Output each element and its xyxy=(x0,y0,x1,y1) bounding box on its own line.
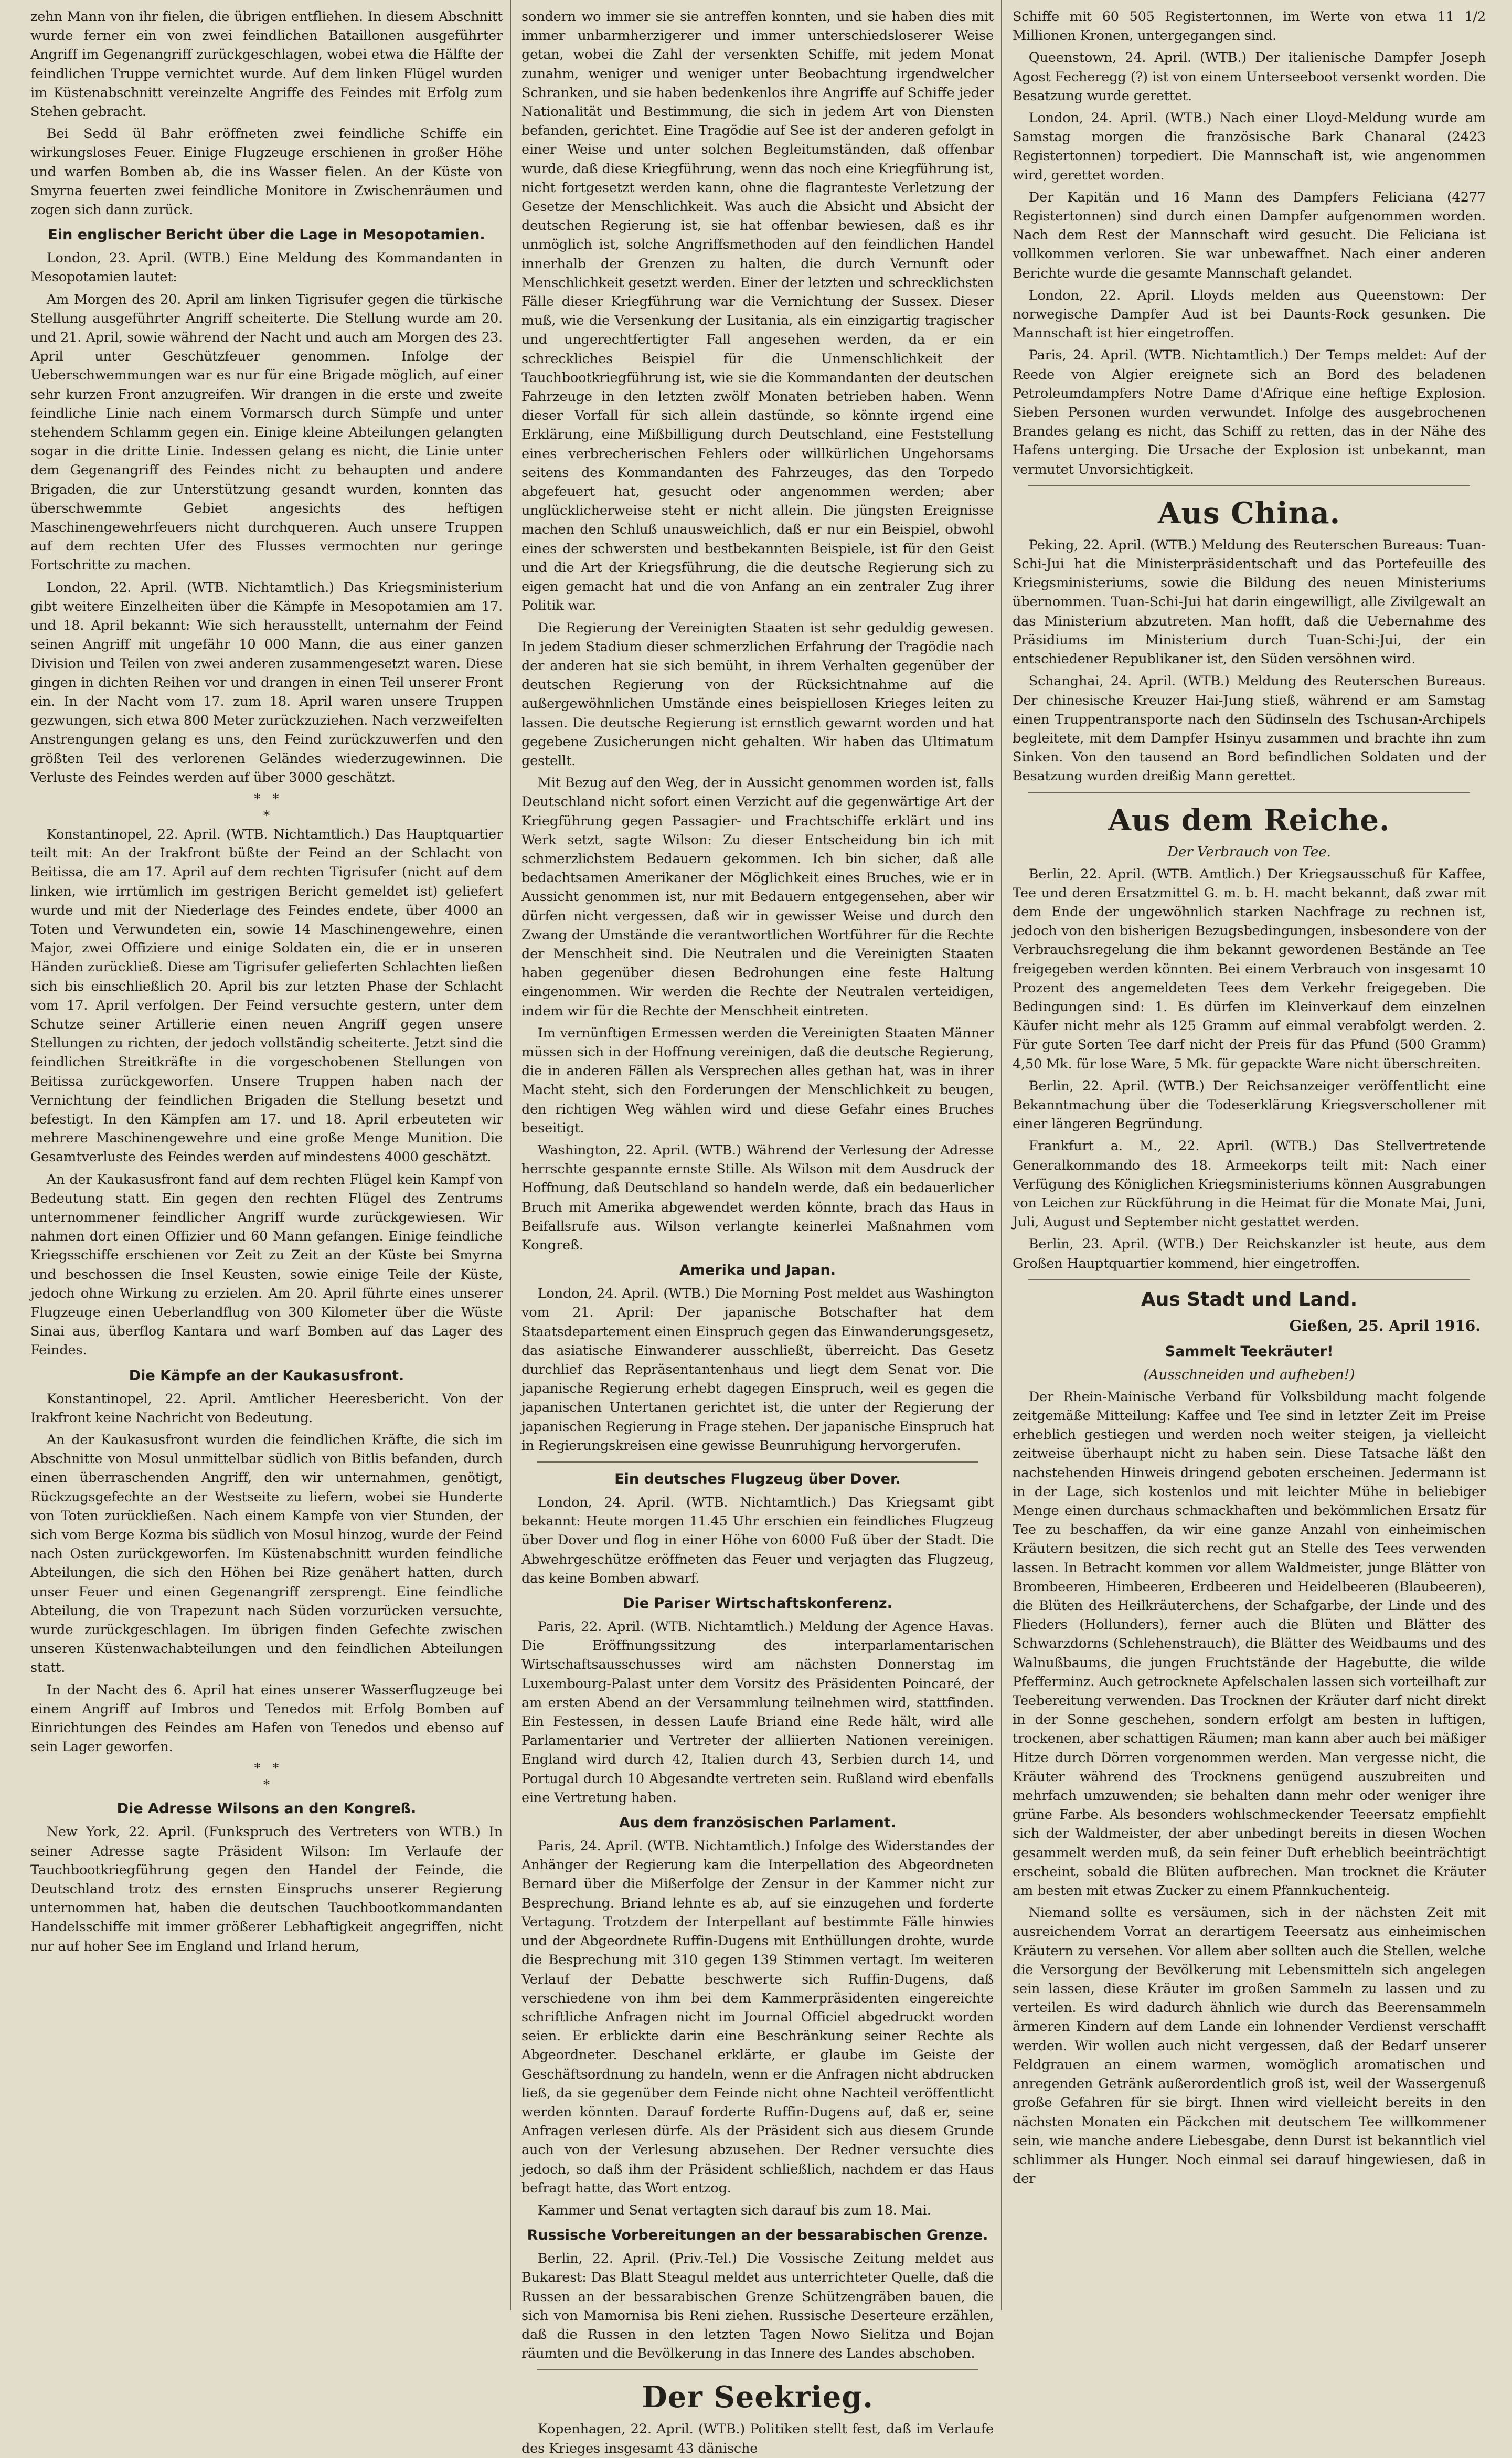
column-1 xyxy=(23,0,511,2310)
section-heading: Aus China. xyxy=(1157,495,1341,531)
section-heading: Aus dem Reiche. xyxy=(1108,802,1390,838)
article-text: Kammer und Senat vertagten sich darauf bis zum 18. Mai. xyxy=(537,2202,931,2218)
column-2 xyxy=(514,0,1002,2456)
article-text: Berlin, 22. April. (WTB.) Der Reichsanzeiger veröffentlicht eine Bekanntmachung über die Todeserklärung Kriegsverschollener mit einer längeren Begründung. xyxy=(1013,1078,1486,1132)
article-text: Der Rhein-Mainische Verband für Volksbildung macht folgende zeitgemäße Mitteilung: Kaffee und Tee sind in letzter Zeit im Preise erheblich gestiegen und werden noch weiter steigen, ja vielleicht zeitweise überhaupt nicht zu haben sein. Diese Tatsache läßt den nachstehenden Hinweis dringend geboten erscheinen. Jedermann ist in der Lage, sich kostenlos und mit leichter Mühe in beliebiger Menge einen durchaus schmackhaften und bekömmlichen Ersatz für Tee zu beschaffen, da wir eine ganze Anzahl von einheimischen Kräutern besitzen, die sich recht gut an Stelle des Tees verwenden lassen. In Betracht kommen vor allem Waldmeister, junge Blätter von Brombeeren, Himbeeren, Erdbeeren und Heidelbeeren (Blaubeeren), die Blüten des Heilkräuterchens, der Schafgarbe, der Linde und des Flieders (Hollunders), ferner auch die Blüten und Blätter des Schwarzdorns (Schlehenstrauch), die Blätter des Weidbaums und des Walnußbaums, die jungen Fruchtstände der Hagebutte, die wilde Pfefferminz. Auch getrocknete Apfelschalen lassen sich vorteilhaft zur Teebereitung verwenden. Das Trocknen der Kräuter darf nicht direkt in der Sonne geschehen, sondern erfolgt am besten in luftigen, trockenen, aber schattigen Räumen; man kann aber auch bei mäßiger Hitze durch Dörren vorgenommen werden. Man vergesse nicht, die Kräuter während des Trocknens genügend auszubreiten und mehrfach umzuwenden; sie behalten dann mehr oder weniger ihre grüne Farbe. Als besonders wohlschmeckender Teeersatz empfiehlt sich der Waldmeister, der aber unbedingt bereits in diesen Wochen gesammelt werden muß, da sein feiner Duft erheblich beeinträchtigt erscheint, sobald die Blüten aufbrechen. Man trocknet die Kräuter am besten mit etwas Zucker zu einem Pfannkuchenteig. xyxy=(1013,1389,1486,1899)
article-text: Paris, 22. April. (WTB. Nichtamtlich.) Meldung der Agence Havas. Die Eröffnungssitzung des interparlamentarischen Wirtschaftsausschusses wird am nächsten Donnerstag im Luxembourg-Palast unter dem Vorsitz des Präsidenten Poincaré, der am ersten Abend an der Versammlung teilnehmen wird, stattfinden. Ein Festessen, in dessen Laufe Briand eine Rede hält, wird alle Parlamentarier und Vertreter der alliierten Nationen vereinigen. England wird durch 42, Italien durch 43, Serbien durch 14, und Portugal durch 10 Abgesandte vertreten sein. Rußland wird ebenfalls eine Vertretung haben. xyxy=(521,1619,994,1806)
article-text: Berlin, 22. April. (Priv.-Tel.) Die Vossische Zeitung meldet aus Bukarest: Das Blatt Steagul meldet aus unterrichteter Quelle, daß die Russen an der bessarabischen Grenze Schützengräben bauen, die sich von Mamornisa bis Reni ziehen. Russische Deserteure erzählen, daß die Russen in den letzten Tagen Nowo Sielitza und Bojan räumten und die Bevölkerung in das Innere des Landes abschoben. xyxy=(521,2251,994,2362)
article-text: London, 24. April. (WTB. Nichtamtlich.) Das Kriegsamt gibt bekannt: Heute morgen 11.45 Uhr erschien ein feindliches Flugzeug über Dover und flog in einer Höhe von 6000 Fuß über der Stadt. Die Abwehrgeschütze eröffneten das Feuer und verjagten das Flugzeug, das keine Bomben abwarf. xyxy=(521,1495,994,1586)
article-text: Berlin, 22. April. (WTB. Amtlich.) Der Kriegsausschuß für Kaffee, Tee und deren Ersatzmittel G. m. b. H. macht bekannt, daß zwar mit dem Ende der ungewöhnlich starken Nachfrage zu rechnen ist, jedoch von den bisherigen Bezugsbedingungen, insbesondere von der Verbrauchsregelung die ihm bekannt gewordenen Bestände an Tee freigegeben werden könnten. Bei einem Verbrauch von insgesamt 10 Prozent des angemeldeten Tees dem Verkehr freigegeben. Die Bedingungen sind: 1. Es dürfen im Kleinverkauf dem einzelnen Käufer nicht mehr als 125 Gramm auf einmal verabfolgt werden. 2. Für gute Sorten Tee darf nicht der Preis für das Pfund (500 Gramm) 4,50 Mk. für lose Ware, 5 Mk. für gepackte Ware nicht überschreiten. xyxy=(1013,866,1486,1072)
article-heading: Die Adresse Wilsons an den Kongreß. xyxy=(116,1800,417,1817)
divider-rule xyxy=(537,1461,978,1463)
article-text: London, 23. April. (WTB.) Eine Meldung des Kommandanten in Mesopotamien lautet: xyxy=(30,250,503,285)
article-text: Paris, 24. April. (WTB. Nichtamtlich.) Infolge des Widerstandes der Anhänger der Regierung kam die Interpellation des Abgeordneten Bernard über die Mißerfolge der Zensur in der Kammer nicht zur Besprechung. Briand lehnte es ab, auf sie einzugehen und forderte Vertagung. Trotzdem der Interpellant auf bestimmte Fälle hinwies und der Abgeordnete Ruffin-Dugens mit Enthüllungen drohte, wurde die Besprechung mit 310 gegen 139 Stimmen vertagt. Im weiteren Verlauf der Debatte beschwerte sich Ruffin-Dugens, daß verschiedene von ihm bei dem Kammerpräsidenten eingereichte schriftliche Anfragen nicht im Journal Officiel abgedruckt worden seien. Er erblickte darin eine Beschränkung seiner Rechte als Abgeordneter. Deschanel erklärte, er glaube im Geiste der Geschäftsordnung zu handeln, wenn er die Anfragen nicht abdrucken ließ, da sie gegenüber dem Feinde nicht ohne Nachteil veröffentlicht werden könnten. Darauf forderte Ruffin-Dugens auf, daß er, seine Anfragen verlesen dürfe. Als der Präsident sich aus diesem Grunde auch von der Verlesung abzusehen. Der Redner versuchte dies jedoch, so daß ihm der Präsident schließlich, nachdem er das Haus befragt hatte, das Wort entzog. xyxy=(521,1838,994,2196)
article-text: Niemand sollte es versäumen, sich in der nächsten Zeit mit ausreichendem Vorrat an derartigem Teeersatz aus einheimischen Kräutern zu versehen. Vor allem aber sollten auch die Stellen, welche die Versorgung der Bevölkerung mit Lebensmitteln sich angelegen sein lassen, diese Kräuter im großen Sammeln zu lassen und zu verteilen. Es wird dadurch ähnlich wie durch das Beerensammeln ärmeren Kindern auf dem Lande ein lohnender Verdienst verschafft werden. Wir wollen auch nicht vergessen, daß der Bedarf unserer Feldgrauen an einem warmen, womöglich aromatischen und anregenden Getränk außerordentlich groß ist, weil der Wassergenuß große Gefahren für sie birgt. Ihnen wird vielleicht bereits in den nächsten Monaten ein Päckchen mit deutschem Tee willkommener sein, wie manche andere Liebesgabe, denn Durst ist bekanntlich viel schlimmer als Hunger. Noch einmal sei darauf hingewiesen, daß in der xyxy=(1013,1905,1486,2187)
sub-heading: (Ausschneiden und aufheben!) xyxy=(1143,1366,1355,1383)
article-text: An der Kaukasusfront fand auf dem rechten Flügel kein Kampf von Bedeutung statt. Ein gegen den rechten Flügel des Zentrums unternommener feindlicher Angriff wurde zurückgewiesen. Wir nahmen dort einen Offizier und 60 Mann gefangen. Einige feindliche Kriegsschiffe erschienen vor Zeit zu Zeit an der Küste bei Smyrna und beschossen die Insel Keusten, sowie einige Teile der Küste, jedoch ohne Wirkung zu erzielen. Am 20. April führte eines unserer Flugzeuge einen Ueberlandflug von 300 Kilometer über die Wüste Sinai aus, überflog Kantara und warf Bomben auf das Lager des Feindes. xyxy=(30,1171,503,1359)
article-text: zehn Mann von ihr fielen, die übrigen entfliehen. In diesem Abschnitt wurde ferner ein von zwei feindlichen Bataillonen ausgeführter Angriff im Gegenangriff zurückgeschlagen, wobei etwa die Hälfte der feindlichen Truppe vernichtet wurde. Auf dem linken Flügel wurden im Küstenabschnitt vereinzelte Angriffe des Feindes mit Erfolg zum Stehen gebracht. xyxy=(30,9,503,120)
article-heading: Ein englischer Bericht über die Lage in Mesopotamien. xyxy=(48,227,485,243)
article-text: Schiffe mit 60 505 Registertonnen, im Werte von etwa 11 1/2 Millionen Kronen, untergegangen sind. xyxy=(1013,9,1486,44)
article-text: Washington, 22. April. (WTB.) Während der Verlesung der Adresse herrschte gespannte ernste Stille. Als Wilson mit dem Ausdruck der Hoffnung, daß Deutschland so handeln werde, daß ein bedauerlicher Bruch mit Amerika abgewendet werden könnte, brach das Haus in Beifallsrufe aus. Wilson verlangte keinerlei Maßnahmen vom Kongreß. xyxy=(521,1142,994,1253)
article-text: Im vernünftigen Ermessen werden die Vereinigten Staaten Männer müssen sich in der Hoffnung vereinigen, daß die deutsche Regierung, die in anderen Fällen als Versprechen alles gethan hat, was in ihrer Macht steht, sich den Forderungen der Menschlichkeit zu beugen, den richtigen Weg wählen wird und diese Gefahr eines Bruches beseitigt. xyxy=(521,1025,994,1136)
article-text: Der Kapitän und 16 Mann des Dampfers Feliciana (4277 Registertonnen) sind durch einen Dampfer aufgenommen worden. Nach dem Rest der Mannschaft wird gesucht. Die Feliciana ist vollkommen verloren. Sie war unbewaffnet. Nach einer anderen Berichte wurde die gesamte Mannschaft gelandet. xyxy=(1013,189,1486,281)
article-heading: Aus dem französischen Parlament. xyxy=(619,1815,896,1831)
article-text: In der Nacht des 6. April hat eines unserer Wasserflugzeuge bei einem Angriff auf Imbros und Tenedos mit Erfolg Bomben auf Einrichtungen des Feindes am Hafen von Tenedos und ebenso auf sein Lager geworfen. xyxy=(30,1682,503,1755)
divider-rule xyxy=(537,2369,978,2370)
article-heading: Die Kämpfe an der Kaukasusfront. xyxy=(129,1367,404,1384)
article-text: Schanghai, 24. April. (WTB.) Meldung des Reuterschen Bureaus. Der chinesische Kreuzer Hai-Jung stieß, während er am Samstag einen Truppentransporte nach den Südinseln des Tschusan-Archipels begleitete, mit dem Dampfer Hsinyu zusammen und brachte ihn zum Sinken. Von den tausend an Bord befindlichen Soldaten und der Besatzung wurden dreißig Mann gerettet. xyxy=(1013,673,1486,785)
dateline: Gießen, 25. April 1916. xyxy=(1289,1317,1481,1334)
article-text: Frankfurt a. M., 22. April. (WTB.) Das Stellvertretende Generalkommando des 18. Armeekorps teilt mit: Nach einer Verfügung des Königlichen Kriegsministeriums können Ausgrabungen von Leichen zur Rückführung in die Heimat für die Monate Mai, Juni, Juli, August und September nicht gestattet werden. xyxy=(1013,1138,1486,1231)
column-3 xyxy=(1005,0,1493,2310)
article-text: Berlin, 23. April. (WTB.) Der Reichskanzler ist heute, aus dem Großen Hauptquartier kommend, hier eingetroffen. xyxy=(1013,1236,1486,1272)
article-heading: Russische Vorbereitungen an der bessarabischen Grenze. xyxy=(527,2227,988,2244)
article-text: Peking, 22. April. (WTB.) Meldung des Reuterschen Bureaus: Tuan-Schi-Jui hat die Ministerpräsidentschaft und das Portefeuille des Kriegsministeriums, sowie die Bildung des neuen Ministeriums übernommen. Tuan-Schi-Jui hat darin eingewilligt, alle Zivilgewalt an das Ministerium abzutreten. Man hofft, daß die Uebernahme des Präsidiums im Ministerium durch Tuan-Schi-Jui, der ein entschiedener Republikaner ist, den Süden versöhnen wird. xyxy=(1013,537,1486,668)
article-text: London, 22. April. Lloyds melden aus Queenstown: Der norwegische Dampfer Aud ist bei Daunts-Rock gesunken. Die Mannschaft ist hier eingetroffen. xyxy=(1013,287,1486,342)
section-heading: Der Seekrieg. xyxy=(642,2380,874,2415)
article-text: Bei Sedd ül Bahr eröffneten zwei feindliche Schiffe ein wirkungsloses Feuer. Einige Flugzeuge erschienen in großer Höhe und warfen Bomben ab, die ins Wasser fielen. An der Küste von Smyrna feuerten zwei feindliche Monitore in Zwischenräumen und zogen sich dann zurück. xyxy=(30,126,503,218)
article-text: An der Kaukasusfront wurden die feindlichen Kräfte, die sich im Abschnitte von Mosul unmittelbar südlich von Bitlis befanden, durch einen überraschenden Angriff, den wir unternahmen, genötigt, Rückzugsgefechte an der Westseite zu liefern, wobei sie Hunderte von Toten zurückließen. Nach einem Kampfe von vier Stunden, der sich vom Berge Kozma bis südlich von Mosul hinzog, wurde der Feind nach Osten zurückgeworfen. Im Küstenabschnitt wurden feindliche Abteilungen, die sich den Höhen bei Rize genähert hatten, durch unser Feuer und einen Gegenangriff zersprengt. Eine feindliche Abteilung, die von Trapezunt nach Süden vorzurücken versuchte, wurde zurückgeschlagen. Im übrigen finden Gefechte zwischen unseren Küstenwachabteilungen und den feindlichen Abteilungen statt. xyxy=(30,1432,503,1676)
article-text: London, 24. April. (WTB.) Die Morning Post meldet aus Washington vom 21. April: Der japanische Botschafter hat dem Staatsdepartement einen Einspruch gegen das Einwanderungsgesetz, das asiatische Einwanderer ausschließt, überreicht. Das Gesetz durchlief das Repräsentantenhaus und liegt dem Senat vor. Die japanische Regierung erhebt dagegen Einspruch, weil es gegen die japanischen Untertanen gerichtet ist, die unter der Regierung der japanischen Regierung in Frage stehen. Der japanische Einspruch hat in Regierungskreisen eine gewisse Beunruhigung hervorgerufen. xyxy=(521,1286,994,1454)
article-heading: Die Pariser Wirtschaftskonferenz. xyxy=(623,1595,892,1612)
sub-heading: Der Verbrauch von Tee. xyxy=(1167,844,1331,860)
article-text: London, 22. April. (WTB. Nichtamtlich.) Das Kriegsministerium gibt weitere Einzelheiten über die Kämpfe in Mesopotamien am 17. und 18. April bekannt: Wie sich herausstellt, unternahm der Feind seinen Angriff mit ungefähr 10 000 Mann, die aus einer ganzen Division und Teilen von zwei anderen zusammengesetzt waren. Diese gingen in dichten Reihen vor und drangen in einen Teil unserer Front ein. In der Nacht vom 17. zum 18. April waren unsere Truppen gezwungen, sich etwa 800 Meter zurückzuziehen. Nach verzweifelten Anstrengungen gelang es uns, den Feind zurückzuwerfen und den größten Teil des verlorenen Geländes wiederzugewinnen. Die Verluste des Feindes werden auf über 3000 geschätzt. xyxy=(30,579,503,786)
section-divider-stars: * * * xyxy=(254,791,279,823)
article-text: sondern wo immer sie sie antreffen konnten, und sie haben dies mit immer unbarmherzigerer und immer unterschiedsloserer Weise getan, wobei die Zahl der versenkten Schiffe, mit jedem Monat zunahm, weniger und weniger unter Beobachtung irgendwelcher Schranken, und sie haben bedenkenlos ihre Angriffe auf Schiffe jeder Nationalität und Bestimmung, die sich in jedem Art von Diensten befanden, gerichtet. Eine Tragödie auf See ist der anderen gefolgt in einer Weise und unter solchen Begleitumständen, daß offenbar wurde, daß diese Kriegführung, wenn das noch eine Kriegführung ist, nicht fortgesetzt werden kann, ohne die flagranteste Verletzung der Gesetze der Menschlichkeit. Was auch die Absicht und Absicht der deutschen Regierung ist, sie hat offenbar bewiesen, daß es ihr unmöglich ist, solche Angriffsmethoden auf den feindlichen Handel innerhalb der Grenzen zu halten, die durch Vernunft oder Menschlichkeit gesetzt werden. Einer der letzten und schrecklichsten Fälle dieser Kriegführung war die Vernichtung der Sussex. Dieser muß, wie die Versenkung der Lusitania, als ein einzigartig tragischer und ungerechtfertigter Fall angesehen werden, da er ein schreckliches Beispiel für die Unmenschlichkeit der Tauchbootkriegführung ist, wie sie die Kommandanten der deutschen Fahrzeuge in den letzten zwölf Monaten betrieben haben. Wenn dieser Vorfall für sich allein dastünde, so könnte irgend eine Erklärung, eine Mißbilligung durch Deutschland, eine Feststellung eines verbrecherischen Fehlers oder willkürlichen Ungehorsams seitens des Kommandanten des Fahrzeuges, das den Torpedo abgefeuert hat, gesucht oder angenommen werden; aber unglücklicherweise steht er nicht allein. Die jüngsten Ereignisse machen den Schluß unausweichlich, daß er nur ein Beispiel, obwohl eines der schwersten und bestbekannten Beispiele, ist für den Geist und die Art der Kriegsführung, die die deutsche Regierung sich zu eigen gemacht hat und die von Anfang an ein zentraler Zug ihrer Politik war. xyxy=(521,9,994,614)
article-text: Kopenhagen, 22. April. (WTB.) Politiken stellt fest, daß im Verlaufe des Krieges insgesamt 43 dänische xyxy=(521,2421,994,2456)
article-text: New York, 22. April. (Funkspruch des Vertreters von WTB.) In seiner Adresse sagte Präsident Wilson: Im Verlaufe der Tauchbootkriegführung gegen den Handel der Feinde, die Deutschland trotz des ernsten Einspruchs unserer Regierung unternommen hat, haben die deutschen Tauchbootkommandanten Handelsschiffe mit immer größerer Lebhaftigkeit angegriffen, nicht nur auf hoher See im England und Irland herum, xyxy=(30,1824,503,1954)
divider-rule xyxy=(1028,792,1470,793)
article-text: Queenstown, 24. April. (WTB.) Der italienische Dampfer Joseph Agost Fecheregg (?) ist von einem Unterseeboot versenkt worden. Die Besatzung wurde gerettet. xyxy=(1013,50,1486,104)
divider-rule xyxy=(1028,485,1470,486)
divider-rule xyxy=(1028,1279,1470,1280)
article-text: Konstantinopel, 22. April. (WTB. Nichtamtlich.) Das Hauptquartier teilt mit: An der Irakfront büßte der Feind an der Schlacht von Beitissa, die am 17. April auf dem rechten Tigrisufer (nicht auf dem linken, wie irrtümlich im gestrigen Bericht gemeldet ist) geliefert wurde und mit der Niederlage des Feindes endete, über 4000 an Toten und Verwundeten ein, sowie 14 Maschinengewehre, einen Major, zwei Offiziere und einige Soldaten ein, die er in unseren Händen zurückließ. Diese am Tigrisufer gelieferten Schlachten ließen sich bis einschließlich 20. April bis zur letzten Phase der Schlacht vom 17. April verfolgen. Der Feind versuchte gestern, unter dem Schutze seiner Artillerie einen neuen Angriff gegen unsere Stellungen zu richten, der jedoch vollständig scheiterte. Jetzt sind die feindlichen Streitkräfte in die vorgeschobenen Stellungen von Beitissa zurückgeworfen. Unsere Truppen haben nach der Vernichtung der feindlichen Brigaden die Stellung besetzt und befestigt. In den Kämpfen am 17. und 18. April erbeuteten wir mehrere Maschinengewehre und eine große Menge Munition. Die Gesamtverluste des Feindes werden auf mindestens 4000 geschätzt. xyxy=(30,826,503,1166)
article-text: Die Regierung der Vereinigten Staaten ist sehr geduldig gewesen. In jedem Stadium dieser schmerzlichen Erfahrung der Tragödie nach der anderen hat sie sich bemüht, in ihrem Verhalten gegenüber der deutschen Regierung von der Rücksichtnahme auf die außergewöhnlichen Umstände eines beispiellosen Krieges leiten zu lassen. Die deutsche Regierung ist ernstlich gewarnt worden und hat gegebene Zusicherungen nicht gehalten. Wir haben das Ultimatum gestellt. xyxy=(521,620,994,769)
article-heading: Sammelt Teekräuter! xyxy=(1165,1343,1334,1360)
section-heading: Aus Stadt und Land. xyxy=(1141,1288,1358,1310)
article-text: Mit Bezug auf den Weg, der in Aussicht genommen worden ist, falls Deutschland nicht sofort einen Verzicht auf die gegenwärtige Art der Kriegführung gegen Passagier- und Frachtschiffe erklärt und ins Werk setzt, sagte Wilson: Zu dieser Entscheidung bin ich mit schmerzlichstem Bedauern gekommen. Ich bin sicher, daß alle bedachtsamen Amerikaner der Möglichkeit eines Bruches, wie er in Aussicht genommen ist, nur mit Bedauern entgegensehen, aber wir dürfen nicht vergessen, daß wir in gewisser Weise und durch den Zwang der Umstände die verantwortlichen Wortführer für die Rechte der Menschheit sind. Die Neutralen und die Vereinigten Staaten haben gegenüber diesen Bedrohungen eine feste Haltung eingenommen. Wir werden die Rechte der Neutralen verteidigen, indem wir für die Rechte der Menschheit eintreten. xyxy=(521,775,994,1019)
article-text: Konstantinopel, 22. April. Amtlicher Heeresbericht. Von der Irakfront keine Nachricht von Bedeutung. xyxy=(30,1391,503,1426)
article-heading: Amerika und Japan. xyxy=(679,1262,836,1279)
article-text: London, 24. April. (WTB.) Nach einer Lloyd-Meldung wurde am Samstag morgen die französische Bark Chanaral (2423 Registertonnen) torpediert. Die Mannschaft ist, wie angenommen wird, gerettet worden. xyxy=(1013,110,1486,183)
article-text: Paris, 24. April. (WTB. Nichtamtlich.) Der Temps meldet: Auf der Reede von Algier ereignete sich an Bord des beladenen Petroleumdampfers Notre Dame d'Afrique eine heftige Explosion. Sieben Personen wurden verwundet. Infolge des ausgebrochenen Brandes gelang es nicht, das Schiff zu retten, das in der Nähe des Hafens unterging. Die Ursache der Explosion ist unbekannt, man vermutet Unvorsichtigkeit. xyxy=(1013,347,1486,478)
section-divider-stars: * * * xyxy=(254,1761,279,1793)
article-text: Am Morgen des 20. April am linken Tigrisufer gegen die türkische Stellung ausgeführter Angriff scheiterte. Die Stellung wurde am 20. und 21. April, sowie während der Nacht und auch am Morgen des 23. April unter Geschützfeuer genommen. Infolge der Ueberschwemmungen war es nur für eine Brigade möglich, auf einer sehr kurzen Front anzugreifen. Wir drangen in die erste und zweite feindliche Linie nach einem Vormarsch durch Sümpfe und unter stehendem Schlamm gegen ein. Einige kleine Abteilungen gelangten sogar in die dritte Linie. Indessen gelang es nicht, die Linie unter dem Gegenangriff des Feindes nicht zu behaupten und andere Brigaden, die zur Unterstützung gesandt wurden, konnten das überschwemmte Gebiet angesichts des heftigen Maschinengewehrfeuers nicht durchqueren. Auch unsere Truppen auf dem rechten Ufer des Flusses vermochten nur geringe Fortschritte zu machen. xyxy=(30,291,503,574)
article-heading: Ein deutsches Flugzeug über Dover. xyxy=(614,1471,901,1488)
